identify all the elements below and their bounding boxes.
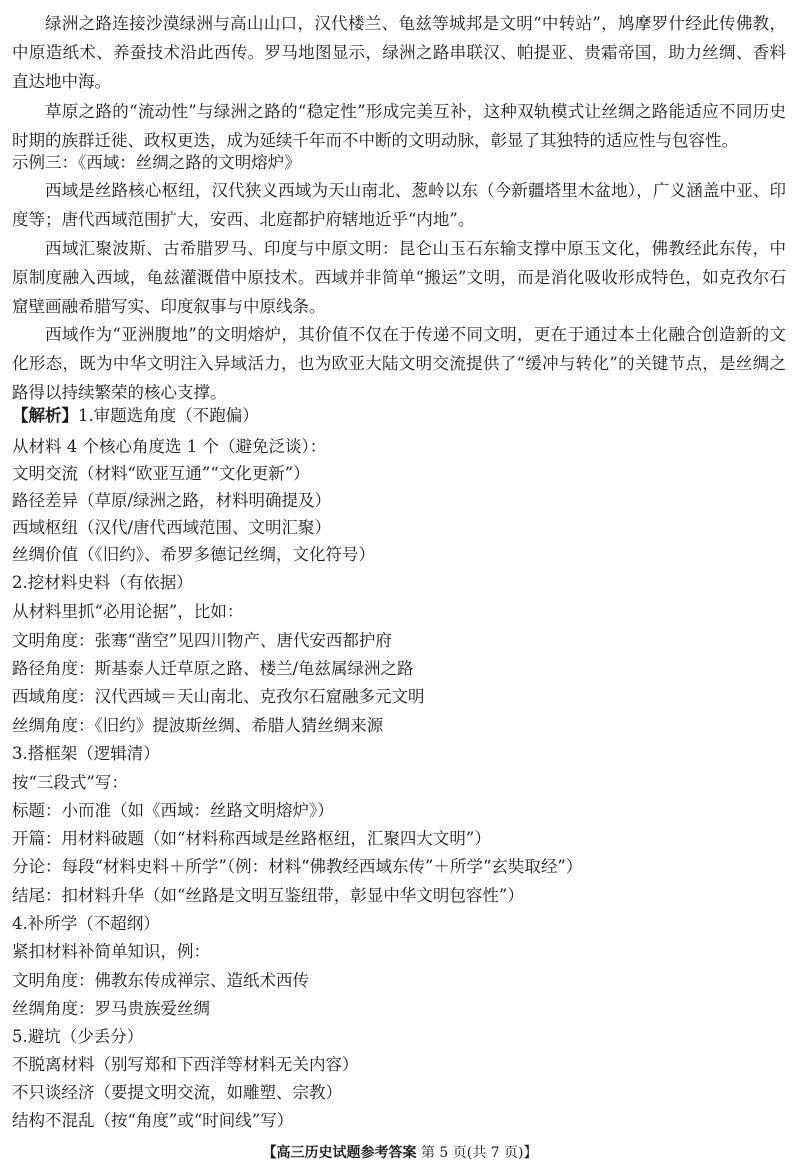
analysis-line: 标题：小而准（如《西域：丝路文明熔炉》） bbox=[12, 801, 334, 820]
analysis-step-1 bbox=[12, 406, 788, 426]
analysis-line: 结尾：扣材料升华（如“丝路是文明互鉴纽带，彰显中华文明包容性”） bbox=[12, 886, 524, 905]
analysis-line: 紧扣材料补简单知识，例： bbox=[12, 942, 210, 961]
footer-page-number: 第 5 页(共 7 页)】 bbox=[420, 1145, 538, 1161]
analysis-step-4: 4.补所学（不超纲） bbox=[12, 914, 160, 933]
analysis-step-5: 5.避坑（少丢分） bbox=[12, 1027, 144, 1046]
analysis-line: 文明角度：佛教东传成禅宗、造纸术西传 bbox=[12, 971, 309, 990]
page-footer bbox=[0, 1143, 800, 1163]
analysis-line: 结构不混乱（按“角度”或“时间线”写） bbox=[12, 1111, 294, 1130]
analysis-line: 文明角度：张骞“凿空”见四川物产、唐代安西都护府 bbox=[12, 631, 392, 650]
paragraph-melting-pot-value: 西域作为“亚洲腹地”的文明熔炉，其价值不仅在于传递不同文明，更在于通过本土化融合创造新的文化形态，既为中华文明注入异域活力，也为欧亚大陆文明交流提供了“缓冲与转化”的关键节点，是丝绸之路得以持续繁荣的核心支撑。 bbox=[12, 325, 786, 402]
paragraph-oasis-road: 绿洲之路连接沙漠绿洲与高山山口，汉代楼兰、龟兹等城邦是文明“中转站”，鸠摩罗什经此传佛教，中原造纸术、养蚕技术沿此西传。罗马地图显示，绿洲之路串联汉、帕提亚、贵霜帝国，助力丝绸、香料直达地中海。 bbox=[12, 14, 786, 91]
analysis-line: 文明交流（材料“欧亚互通”“文化更新”） bbox=[12, 464, 310, 483]
analysis-line: 从材料 4 个核心角度选 1 个（避免泛谈）： bbox=[12, 437, 327, 456]
analysis-line: 丝绸价值（《旧约》、希罗多德记丝绸，文化符号） bbox=[12, 545, 375, 564]
analysis-line: 路径差异（草原/绿洲之路，材料明确提及） bbox=[12, 491, 332, 510]
analysis-line: 分论：每段“材料史料＋所学”（例：材料“佛教经西域东传”＋所学“玄奘取经”） bbox=[12, 857, 583, 876]
analysis-step-2: 2.挖材料史料（有依据） bbox=[12, 573, 193, 592]
analysis-line: 按“三段式”写： bbox=[12, 773, 128, 792]
footer-title: 【高三历史试题参考答案 bbox=[262, 1145, 417, 1161]
paragraph-western-regions-scope: 西域是丝路核心枢纽，汉代狭义西域为天山南北、葱岭以东（今新疆塔里木盆地），广义涵盖中亚、印度等；唐代西域范围扩大，安西、北庭都护府辖地近乎“内地”。 bbox=[12, 181, 786, 229]
example-three-title: 示例三：《西域：丝绸之路的文明熔炉》 bbox=[12, 153, 301, 172]
analysis-line: 路径角度：斯基泰人迁草原之路、楼兰/龟兹属绿洲之路 bbox=[12, 659, 414, 678]
analysis-bracket-label: 【解析】 bbox=[12, 406, 78, 425]
paragraph-dual-track: 草原之路的“流动性”与绿洲之路的“稳定性”形成完美互补，这种双轨模式让丝绸之路能适应不同历史时期的族群迁徙、政权更迭，成为延续千年而不中断的文明动脉，彰显了其独特的适应性与包容性。 bbox=[12, 102, 786, 150]
analysis-line: 丝绸角度：罗马贵族爱丝绸 bbox=[12, 999, 210, 1018]
analysis-line: 西域角度：汉代西域＝天山南北、克孜尔石窟融多元文明 bbox=[12, 687, 425, 706]
analysis-line: 不只谈经济（要提文明交流，如雕塑、宗教） bbox=[12, 1083, 342, 1102]
analysis-line: 丝绸角度：《旧约》提波斯丝绸、希腊人猜丝绸来源 bbox=[12, 716, 384, 735]
paragraph-civilization-convergence: 西域汇聚波斯、古希腊罗马、印度与中原文明：昆仑山玉石东输支撑中原玉文化，佛教经此东传，中原制度融入西域，龟兹灌溉借中原技术。西域并非简单“搬运”文明，而是消化吸收形成特色，如克孜尔石窟壁画融希腊写实、印度叙事与中原线条。 bbox=[12, 239, 786, 316]
analysis-step-1-text: 1.审题选角度（不跑偏） bbox=[78, 406, 259, 425]
analysis-line: 不脱离材料（别写郑和下西洋等材料无关内容） bbox=[12, 1055, 359, 1074]
analysis-step-3: 3.搭框架（逻辑清） bbox=[12, 744, 160, 763]
analysis-line: 开篇：用材料破题（如“材料称西域是丝路枢纽，汇聚四大文明”） bbox=[12, 829, 491, 848]
analysis-line: 西域枢纽（汉代/唐代西域范围、文明汇聚） bbox=[12, 518, 332, 537]
analysis-line: 从材料里抓“必用论据”，比如： bbox=[12, 602, 244, 621]
